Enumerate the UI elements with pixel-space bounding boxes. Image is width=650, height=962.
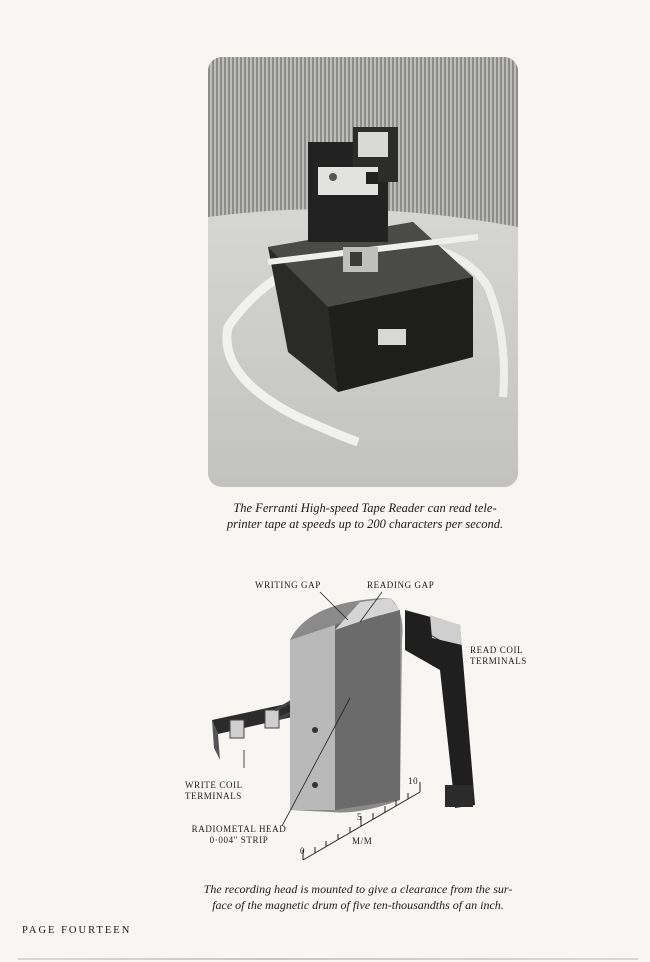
label-radiometal-line-2: 0·004" STRIP: [209, 835, 269, 845]
label-write-coil-line-1: WRITE COIL: [185, 780, 243, 790]
label-write-coil: [185, 780, 243, 802]
bottom-rule: [18, 958, 638, 960]
recording-head-diagram: [160, 570, 560, 870]
diagram-caption-line-1: The recording head is mounted to give a clearance from the sur-: [203, 882, 513, 896]
label-radiometal-line-1: RADIOMETAL HEAD: [191, 824, 287, 834]
label-reading-gap: READING GAP: [367, 580, 435, 590]
scale-tick-0: 0: [300, 846, 306, 856]
label-writing-gap: WRITING GAP: [255, 580, 321, 590]
diagram-caption: [168, 881, 548, 913]
label-read-coil-line-1: READ COIL: [470, 645, 524, 655]
page-footer: PAGE FOURTEEN: [22, 925, 132, 936]
diagram-caption-line-2: face of the magnetic drum of five ten-thousandths of an inch.: [212, 898, 504, 912]
scale-tick-10: 10: [408, 776, 419, 786]
label-write-coil-line-2: TERMINALS: [185, 791, 242, 801]
label-radiometal-head: [184, 824, 294, 846]
label-read-coil-line-2: TERMINALS: [470, 656, 527, 666]
photo-caption: [190, 500, 540, 532]
scale-unit: M/M: [352, 836, 373, 846]
tape-reader-photo: [208, 57, 518, 487]
photo-caption-line-1: The Ferranti High-speed Tape Reader can read tele-: [233, 501, 497, 515]
photo-caption-line-2: printer tape at speeds up to 200 characters per second.: [226, 517, 504, 531]
scale-tick-5: 5: [357, 812, 363, 822]
label-read-coil: [470, 645, 527, 667]
